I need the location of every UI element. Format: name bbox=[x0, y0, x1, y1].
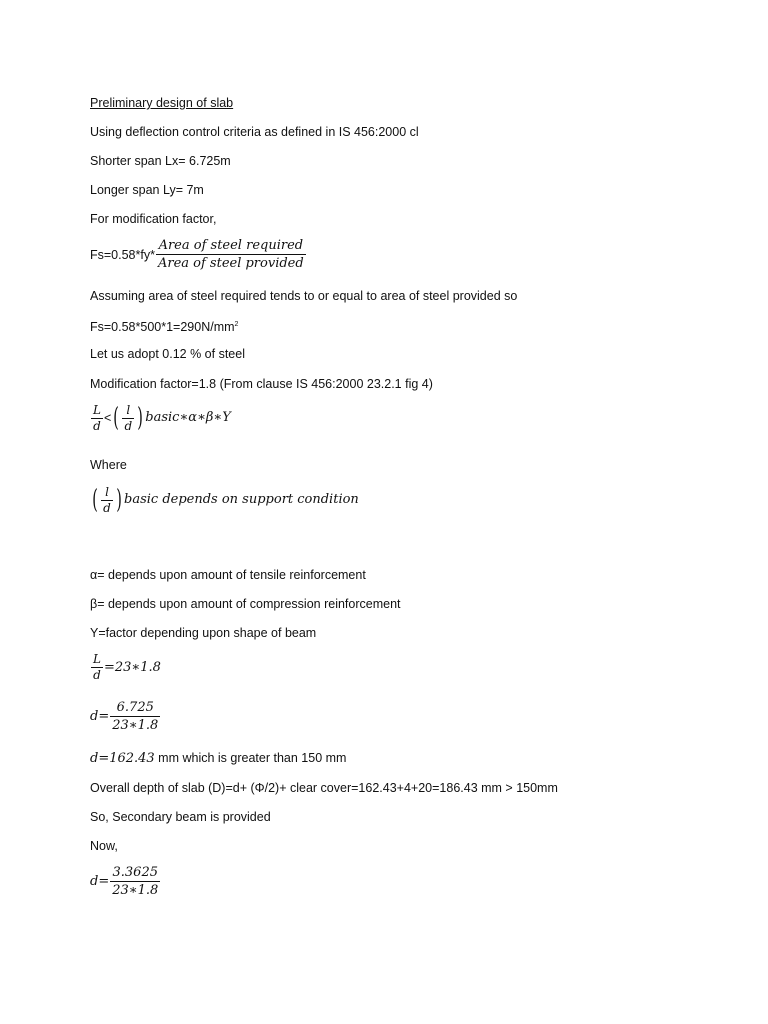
ld-fraction bbox=[91, 404, 103, 433]
text-line: Let us adopt 0.12 % of steel bbox=[90, 347, 245, 361]
basic-den: d bbox=[103, 500, 111, 515]
basic-num: l bbox=[105, 484, 109, 499]
basic-equation bbox=[90, 485, 359, 515]
d2-den: 23∗1.8 bbox=[112, 883, 159, 898]
ld-equation bbox=[90, 403, 231, 433]
ld-rest: basic∗α∗β∗Y bbox=[145, 410, 231, 425]
paren-right: ) bbox=[137, 403, 143, 433]
paren-left: ( bbox=[113, 403, 120, 433]
d-result-text: mm which is greater than 150 mm bbox=[154, 751, 347, 765]
fs-prefix: Fs=0.58*fy* bbox=[90, 247, 155, 262]
d2-fraction bbox=[110, 865, 160, 898]
fs-denominator: Area of steel provided bbox=[157, 256, 304, 271]
d-fraction bbox=[110, 700, 160, 733]
text-line: So, Secondary beam is provided bbox=[90, 810, 271, 824]
fs-formula bbox=[90, 238, 307, 271]
ld-value-den: d bbox=[93, 668, 101, 682]
text-line: Overall depth of slab (D)=d+ (Φ/2)+ clear cover=162.43+4+20=186.43 mm > 150mm bbox=[90, 781, 558, 795]
d-result-math: d=162.43 bbox=[90, 751, 155, 766]
text-line: Now, bbox=[90, 839, 118, 853]
d2-lhs: d= bbox=[90, 873, 110, 889]
d-den: 23∗1.8 bbox=[112, 718, 159, 733]
text-line: Using deflection control criteria as defined in IS 456:2000 cl bbox=[90, 125, 419, 139]
basic-rest: basic depends on support condition bbox=[124, 492, 359, 507]
fs-fraction bbox=[156, 238, 306, 271]
fs-numerator: Area of steel required bbox=[158, 238, 304, 253]
text-line: α= depends upon amount of tensile reinforcement bbox=[90, 568, 366, 582]
d-num: 6.725 bbox=[116, 700, 154, 715]
text-line: Shorter span Lx= 6.725m bbox=[90, 154, 231, 168]
text-line: For modification factor, bbox=[90, 212, 217, 226]
ld-value-rest: =23∗1.8 bbox=[103, 659, 161, 675]
text-line: Y=factor depending upon shape of beam bbox=[90, 626, 317, 640]
basic-fraction bbox=[101, 486, 113, 515]
d-result-line bbox=[90, 750, 346, 767]
ld-den: d bbox=[93, 418, 101, 433]
text-line: Where bbox=[90, 458, 127, 472]
d-secondary-equation bbox=[90, 865, 161, 898]
text-line: Assuming area of steel required tends to or equal to area of steel provided so bbox=[90, 289, 518, 303]
text-line: β= depends upon amount of compression reinforcement bbox=[90, 597, 401, 611]
ld-value-fraction bbox=[91, 653, 103, 682]
d2-num: 3.3625 bbox=[112, 865, 158, 880]
section-title: Preliminary design of slab bbox=[90, 96, 234, 110]
paren-left: ( bbox=[92, 485, 98, 515]
text-line bbox=[90, 317, 238, 335]
less-than: < bbox=[103, 411, 112, 425]
ld-value-num: L bbox=[93, 652, 101, 666]
ld-basic-den: d bbox=[124, 418, 133, 433]
text-line: Longer span Ly= 7m bbox=[90, 183, 204, 197]
text-line: Modification factor=1.8 (From clause IS 456:2000 23.2.1 fig 4) bbox=[90, 377, 433, 391]
fs-value-text: Fs=0.58*500*1=290N/mm bbox=[90, 320, 235, 335]
superscript: 2 bbox=[234, 321, 239, 328]
ld-basic-num: l bbox=[126, 402, 131, 417]
ld-basic-fraction bbox=[122, 404, 134, 433]
d-lhs: d= bbox=[90, 708, 110, 724]
ld-num: L bbox=[93, 402, 101, 417]
ld-value-equation bbox=[90, 653, 161, 682]
paren-right: ) bbox=[116, 485, 122, 515]
d-equation bbox=[90, 700, 161, 733]
